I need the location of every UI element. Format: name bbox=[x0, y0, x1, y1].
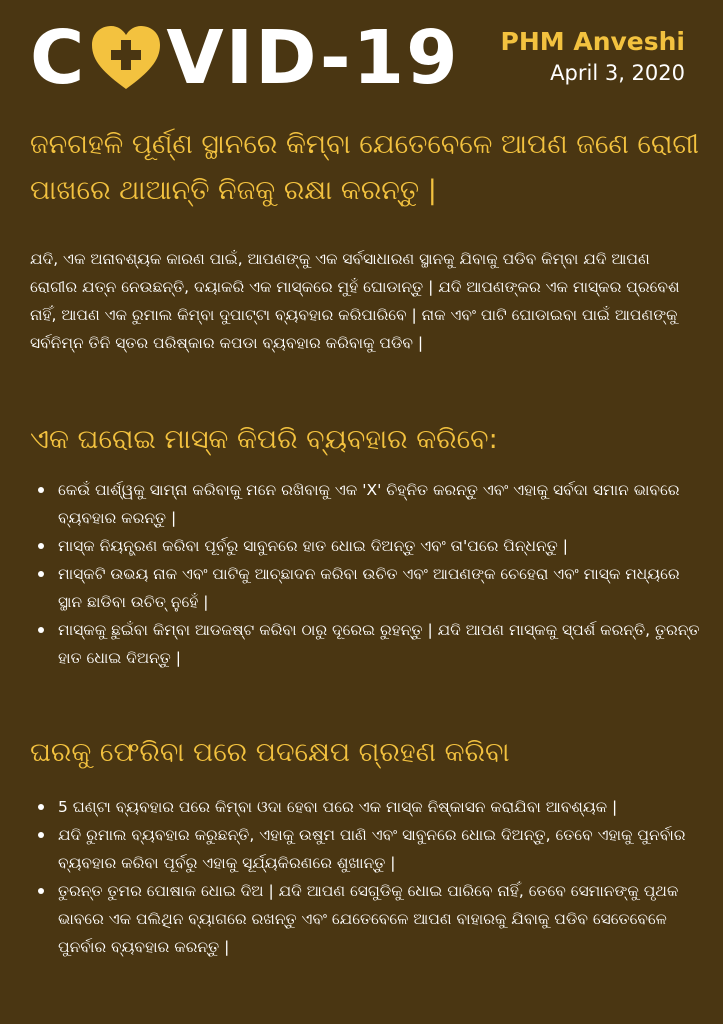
return-home-list bbox=[30, 793, 700, 961]
bullet-icon bbox=[38, 832, 44, 838]
list-item-text: ଯଦି ରୁମାଲ ବ୍ୟବହାର କରୁଛନ୍ତି, ଏହାକୁ ଉଷୁମ ପାଣି ଏବଂ ସାବୁନରେ ଧୋଇ ଦିଅନ୍ତୁ, ତେବେ ଏହାକୁ ପୁନର୍ବାର ବ୍ୟବହାର କରିବା ପୂର୍ବରୁ ଏହାକୁ ସୂର୍ଯ୍ୟକିରଣରେ ଶୁଖାନ୍ତୁ | bbox=[58, 826, 686, 872]
bullet-icon bbox=[38, 571, 44, 577]
logo-text-vid19: VID-19 bbox=[166, 15, 460, 101]
list-item bbox=[30, 476, 700, 532]
covid19-logo bbox=[30, 15, 460, 101]
mask-usage-list bbox=[30, 476, 700, 672]
brand-block bbox=[501, 26, 685, 88]
heading-protect-yourself: ଜନଗହଳି ପୂର୍ଣ୍ଣ ସ୍ଥାନରେ କିମ୍ବା ଯେତେବେଳେ ଆପଣ ଜଣେ ରୋଗୀ ପାଖରେ ଥାଆନ୍ତି ନିଜକୁ ରକ୍ଷା କରନ୍ତୁ | bbox=[30, 129, 700, 206]
intro-paragraph: ଯଦି, ଏକ ଅନାବଶ୍ୟକ କାରଣ ପାଇଁ, ଆପଣଙ୍କୁ ଏକ ସର୍ବସାଧାରଣ ସ୍ଥାନକୁ ଯିବାକୁ ପଡିବ କିମ୍ବା ଯଦି ଆପଣ ରୋଗୀର ଯତ୍ନ ନେଉଛନ୍ତି, ଦୟାକରି ଏକ ମାସ୍କରେ ମୁହଁ ଘୋଡାନ୍ତୁ | ଯଦି ଆପଣଙ୍କର ଏକ ମାସ୍କର ପ୍ରବେଶ ନାହିଁ, ଆପଣ ଏକ ରୁମାଲ କିମ୍ବା ଦୁପାଟ୍ଟା ବ୍ୟବହାର କରିପାରିବେ | ନାକ ଏବଂ ପାଟି ଘୋଡାଇବା ପାଇଁ ଆପଣଙ୍କୁ ସର୍ବନିମ୍ନ ତିନି ସ୍ତର ପରିଷ୍କାର କପଡା ବ୍ୟବହାର କରିବାକୁ ପଡିବ | bbox=[30, 250, 680, 352]
heart-plus-icon bbox=[88, 23, 164, 93]
list-item bbox=[30, 793, 700, 821]
heading-after-return-home: ଘରକୁ ଫେରିବା ପରେ ପଦକ୍ଷେପ ଗ୍ରହଣ କରିବା bbox=[30, 737, 510, 768]
bullet-icon bbox=[38, 487, 44, 493]
bullet-icon bbox=[38, 627, 44, 633]
list-item bbox=[30, 877, 700, 961]
list-item bbox=[30, 532, 700, 560]
list-item bbox=[30, 821, 700, 877]
logo-letter-c: C bbox=[30, 15, 87, 101]
header bbox=[0, 0, 723, 110]
bullet-icon bbox=[38, 888, 44, 894]
bullet-icon bbox=[38, 804, 44, 810]
org-name: PHM Anveshi bbox=[500, 27, 685, 56]
list-item-text: ମାସ୍କ ନିୟନ୍ତ୍ରଣ କରିବା ପୂର୍ବରୁ ସାବୁନରେ ହାତ ଧୋଇ ଦିଅନ୍ତୁ ଏବଂ ତା'ପରେ ପିନ୍ଧନ୍ତୁ | bbox=[58, 537, 568, 555]
list-item-text: ମାସ୍କଟି ଉଭୟ ନାକ ଏବଂ ପାଟିକୁ ଆଚ୍ଛାଦନ କରିବା ଉଚିତ ଏବଂ ଆପଣଙ୍କ ଚେହେରା ଏବଂ ମାସ୍କ ମଧ୍ୟରେ ସ୍ଥାନ ଛାଡିବା ଉଚିତ୍ ନୁହେଁ | bbox=[58, 565, 680, 611]
list-item-text: 5 ଘଣ୍ଟା ବ୍ୟବହାର ପରେ କିମ୍ବା ଓଦା ହେବା ପରେ ଏକ ମାସ୍କ ନିଷ୍କାସନ କରାଯିବା ଆବଶ୍ୟକ | bbox=[58, 798, 618, 816]
publish-date: April 3, 2020 bbox=[550, 61, 685, 85]
list-item-text: କେଉଁ ପାର୍ଶ୍ୱକୁ ସାମ୍ନା କରିବାକୁ ମନେ ରଖିବାକୁ ଏକ 'X' ଚିହ୍ନିତ କରନ୍ତୁ ଏବଂ ଏହାକୁ ସର୍ବଦା ସମାନ ଭାବରେ ବ୍ୟବହାର କରନ୍ତୁ | bbox=[58, 481, 680, 527]
list-item bbox=[30, 560, 700, 616]
list-item bbox=[30, 616, 700, 672]
list-item-text: ମାସ୍କକୁ ଛୁଇଁବା କିମ୍ବା ଆଡଜଷ୍ଟ କରିବା ଠାରୁ ଦୂରେଇ ରୁହନ୍ତୁ | ଯଦି ଆପଣ ମାସ୍କକୁ ସ୍ପର୍ଶ କରନ୍ତି, ତୁରନ୍ତ ହାତ ଧୋଇ ଦିଅନ୍ତୁ | bbox=[58, 621, 700, 667]
list-item-text: ତୁରନ୍ତ ତୁମର ପୋଷାକ ଧୋଇ ଦିଅ | ଯଦି ଆପଣ ସେଗୁଡିକୁ ଧୋଇ ପାରିବେ ନାହିଁ, ତେବେ ସେମାନଙ୍କୁ ପୃଥକ ଭାବରେ ଏକ ପଲିଥିନ ବ୍ୟାଗରେ ରଖନ୍ତୁ ଏବଂ ଯେତେବେଳେ ଆପଣ ବାହାରକୁ ଯିବାକୁ ପଡିବ ସେତେବେଳେ ପୁନର୍ବାର ବ୍ୟବହାର କରନ୍ତୁ | bbox=[58, 882, 679, 956]
bullet-icon bbox=[38, 543, 44, 549]
heading-home-mask: ଏକ ଘରୋଇ ମାସ୍କ କିପରି ବ୍ୟବହାର କରିବେ: bbox=[30, 424, 498, 455]
